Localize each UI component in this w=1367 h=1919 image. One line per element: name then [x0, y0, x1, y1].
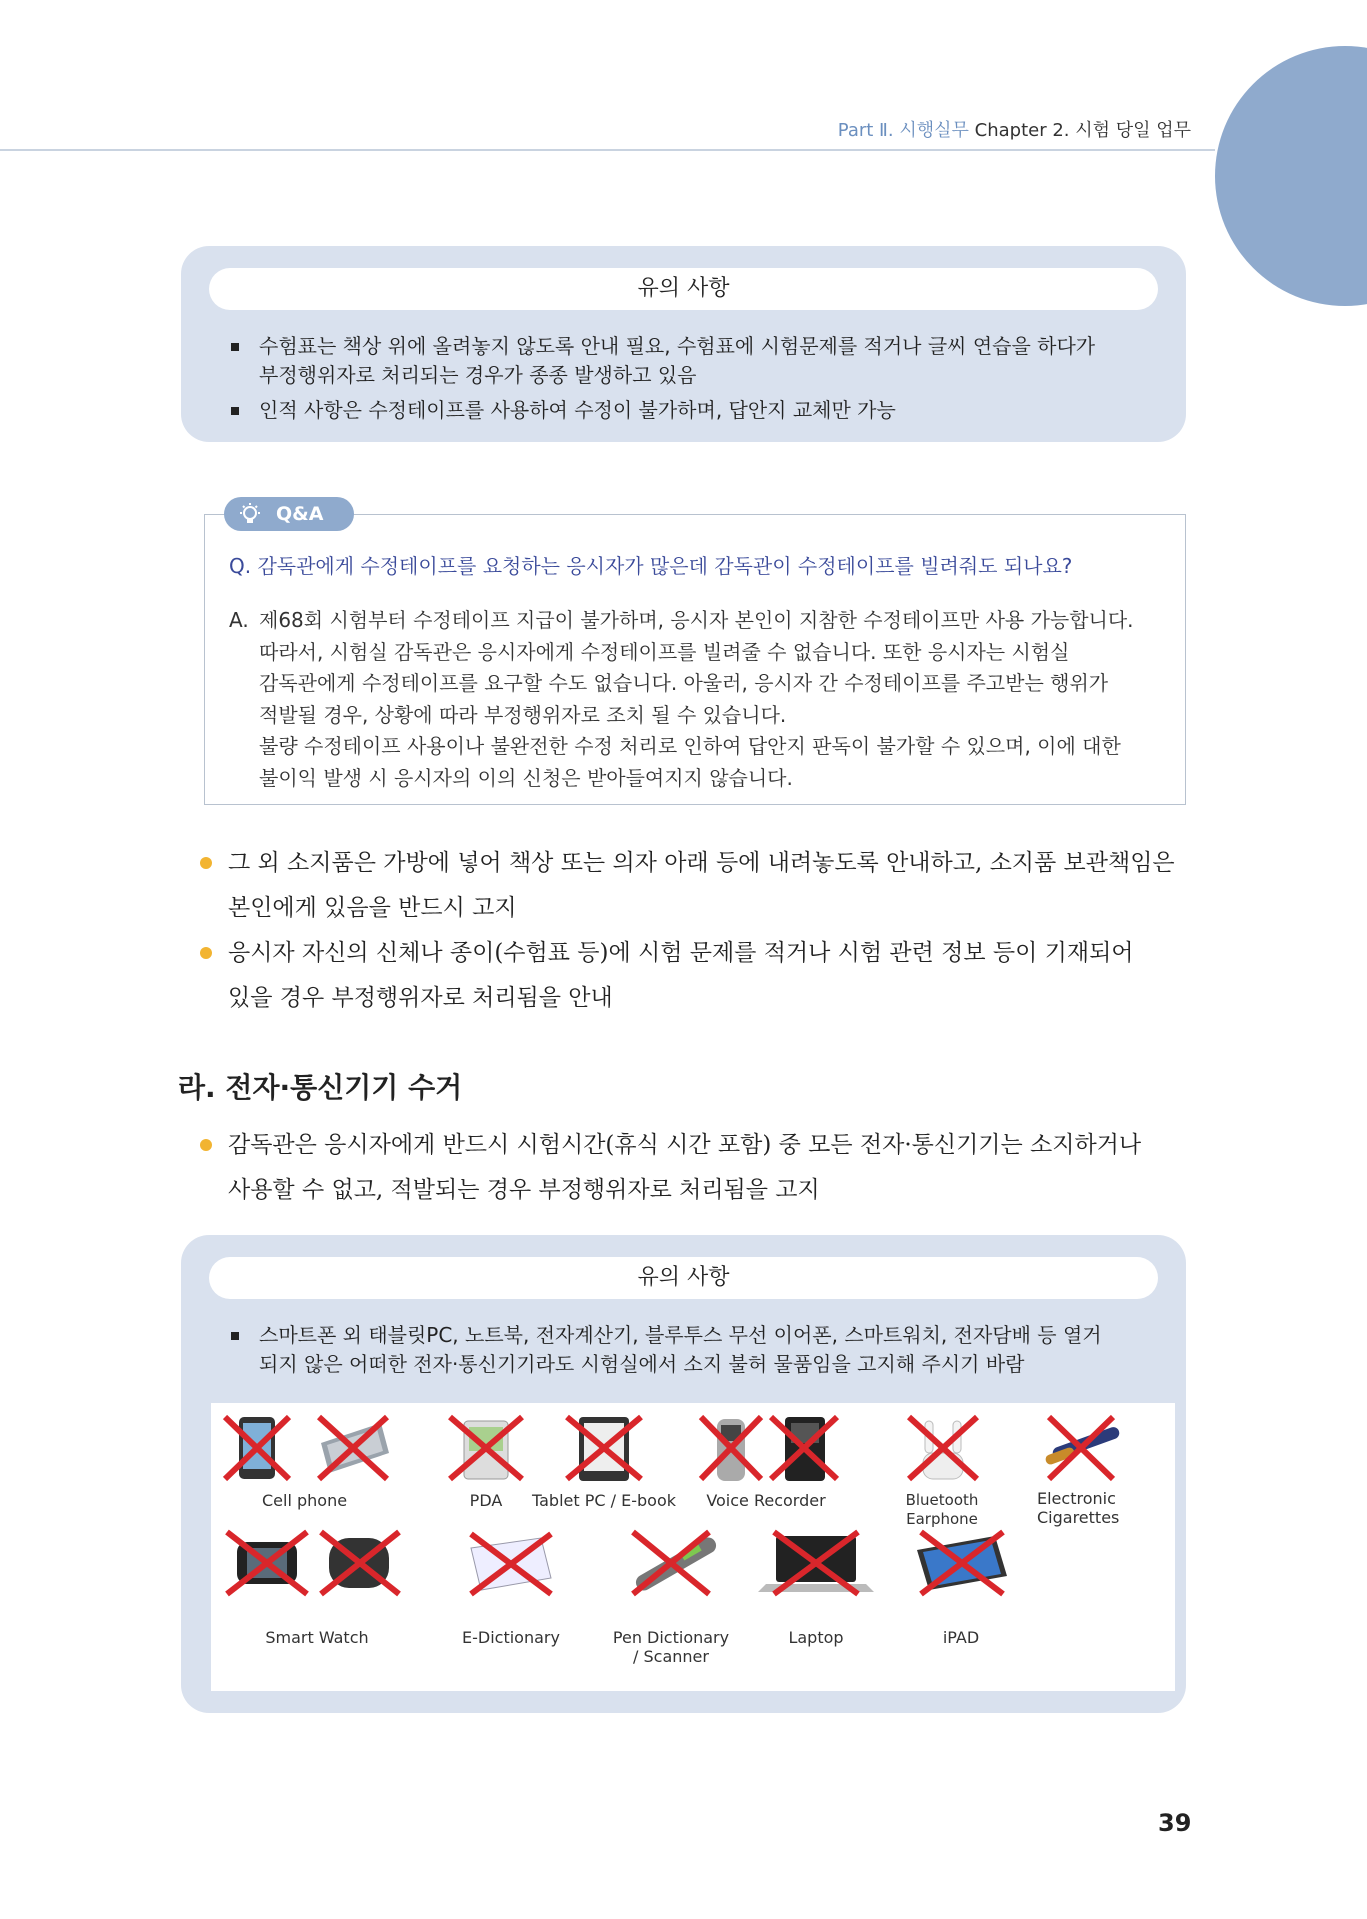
qa-badge: [224, 497, 354, 531]
bullet-dot-icon: [200, 857, 212, 869]
notice-item: 수험표는 책상 위에 올려놓지 않도록 안내 필요, 수험표에 시험문제를 적거나 글씨 연습을 하다가 부정행위자로 처리되는 경우가 종종 발생하고 있음: [229, 332, 1162, 390]
section-heading: 라. 전자·통신기기 수거: [178, 1071, 463, 1104]
bullet-dot-icon: [200, 1139, 212, 1151]
e-cigarette-icon: [1021, 1413, 1141, 1483]
device-bluetooth-earphone: Bluetooth Earphone: [873, 1413, 1011, 1523]
device-e-cigarette: Electronic Cigarettes: [1021, 1413, 1141, 1543]
notice-item: 인적 사항은 수정테이프를 사용하여 수정이 불가하며, 답안지 교체만 가능: [229, 396, 1162, 425]
bullet-item: 응시자 자신의 신체나 종이(수험표 등)에 시험 문제를 적거나 시험 관련 정보 등이 기재되어 있을 경우 부정행위자로 처리됨을 안내: [200, 931, 1190, 1021]
notice-item: 스마트폰 외 태블릿PC, 노트북, 전자계산기, 블루투스 무선 이어폰, 스마트워치, 전자담배 등 열거 되지 않은 어떠한 전자·통신기기라도 시험실에서 소지 불허 물품임을 고지해 주시기 바람: [229, 1321, 1162, 1379]
square-bullet-icon: [231, 407, 239, 415]
notice-title: 유의 사항: [209, 268, 1158, 310]
notice-box-1: [181, 246, 1186, 442]
qa-answer-line: 감독관에게 수정테이프를 요구할 수도 없습니다. 아울러, 응시자 간 수정테이프를 주고받는 행위가: [259, 671, 1109, 695]
bullet-list-1: [200, 841, 1190, 1021]
device-laptop: Laptop: [746, 1528, 886, 1648]
page-number: 39: [1158, 1809, 1192, 1837]
device-cell-phone-2: [301, 1413, 401, 1493]
tablet-icon: [529, 1413, 679, 1483]
qa-answer-line: 따라서, 시험실 감독관은 응시자에게 수정테이프를 빌려줄 수 없습니다. 또한 응시자는 시험실: [259, 639, 1070, 664]
header-divider: [0, 149, 1215, 151]
notice-list: [229, 332, 1162, 431]
running-header: [838, 116, 1191, 142]
device-e-dictionary: E-Dictionary: [441, 1528, 581, 1648]
device-smart-watch: Smart Watch: [217, 1528, 417, 1648]
device-cell-phone: Cell phone: [217, 1413, 297, 1523]
pen-scanner-icon: [591, 1528, 751, 1598]
notice-title: 유의 사항: [209, 1257, 1158, 1299]
qa-question: Q. 감독관에게 수정테이프를 요청하는 응시자가 많은데 감독관이 수정테이프를 빌려줘도 되나요?: [229, 554, 1073, 578]
pda-icon: [436, 1413, 536, 1483]
qa-answer-line: 불이익 발생 시 응시자의 이의 신청은 받아들여지지 않습니다.: [259, 765, 793, 790]
bullet-item: 그 외 소지품은 가방에 넣어 책상 또는 의자 아래 등에 내려놓도록 안내하고, 소지품 보관책임은 본인에게 있음을 반드시 고지: [200, 841, 1190, 931]
qa-answer: [229, 605, 1159, 794]
corner-decoration: [1215, 46, 1367, 306]
smart-watch-icon: [217, 1528, 417, 1598]
square-bullet-icon: [231, 343, 239, 351]
square-bullet-icon: [231, 1332, 239, 1340]
qa-answer-line: 제68회 시험부터 수정테이프 지급이 불가하며, 응시자 본인이 지참한 수정테이프만 사용 가능합니다.: [259, 608, 1134, 632]
device-voice-recorder: Voice Recorder: [681, 1413, 851, 1523]
header-chapter: Chapter 2. 시험 당일 업무: [974, 120, 1191, 141]
earphone-icon: [873, 1413, 1011, 1483]
notice-list: [229, 1321, 1162, 1385]
bullet-item: 감독관은 응시자에게 반드시 시험시간(휴식 시간 포함) 중 모든 전자·통신기기는 소지하거나 사용할 수 없고, 적발되는 경우 부정행위자로 처리됨을 고지: [200, 1123, 1190, 1213]
cell-phone-icon: [301, 1413, 401, 1483]
bullet-list-2: [200, 1123, 1190, 1213]
bullet-dot-icon: [200, 947, 212, 959]
cell-phone-icon: [217, 1413, 297, 1483]
qa-answer-prefix: A.: [229, 608, 249, 632]
header-part: Part Ⅱ. 시행실무: [837, 120, 969, 141]
qa-answer-line: 적발될 경우, 상황에 따라 부정행위자로 조치 될 수 있습니다.: [259, 702, 787, 727]
device-tablet: Tablet PC / E-book: [529, 1413, 679, 1523]
device-ipad: iPAD: [891, 1528, 1031, 1648]
ipad-icon: [891, 1528, 1031, 1598]
e-dictionary-icon: [441, 1528, 581, 1598]
voice-recorder-icon: [681, 1413, 851, 1483]
qa-badge-label: Q&A: [276, 503, 324, 525]
laptop-icon: [746, 1528, 886, 1598]
prohibited-devices-panel: [211, 1403, 1175, 1691]
qa-answer-line: 불량 수정테이프 사용이나 불완전한 수정 처리로 인하여 답안지 판독이 불가할 수 있으며, 이에 대한: [259, 734, 1121, 758]
device-pen-scanner: Pen Dictionary / Scanner: [591, 1528, 751, 1668]
lightbulb-icon: [238, 502, 262, 526]
device-pda: PDA: [436, 1413, 536, 1523]
